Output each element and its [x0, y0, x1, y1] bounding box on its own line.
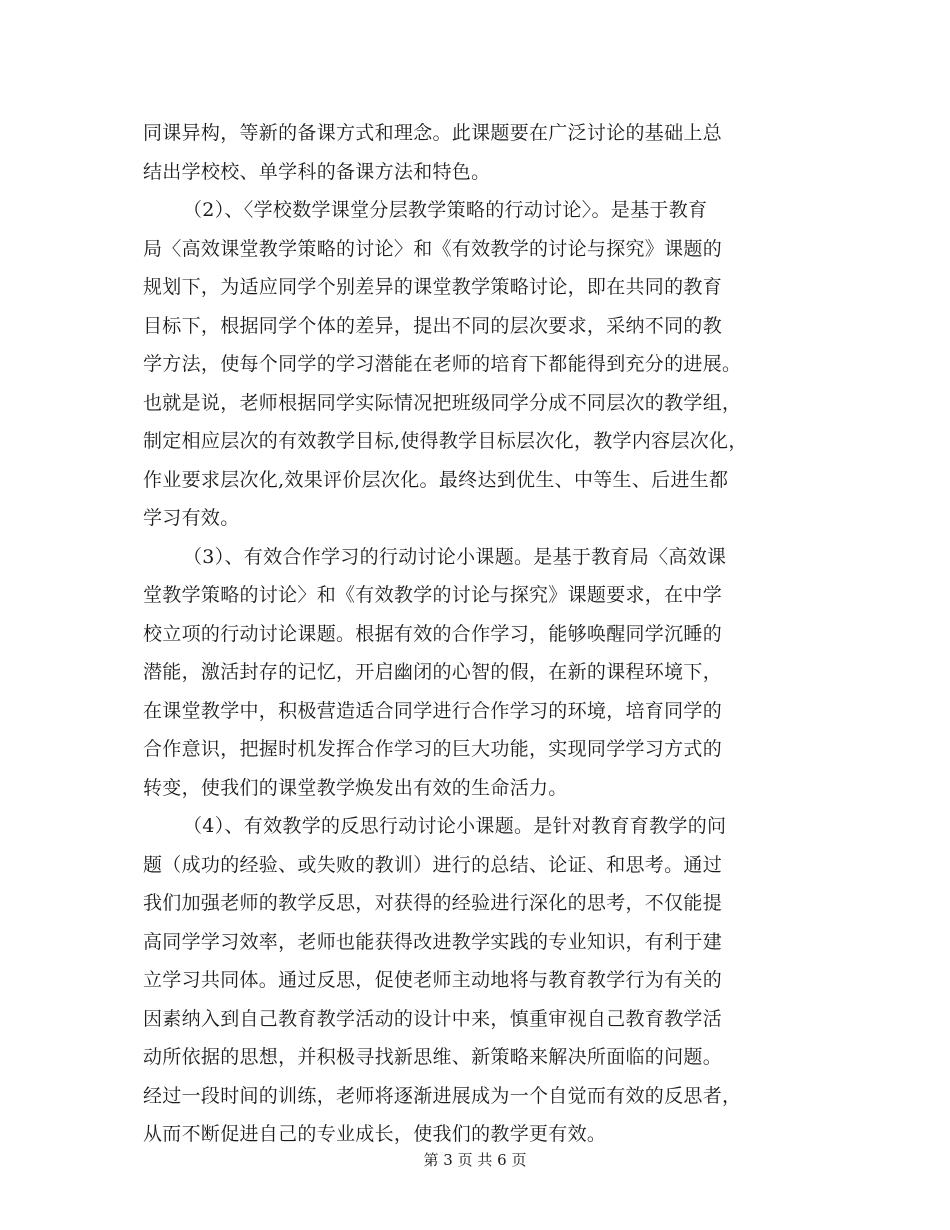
text-line: 潜能，激活封存的记忆，开启幽闭的心智的假，在新的课程环境下， — [143, 661, 723, 683]
text-line: 也就是说，老师根据同学实际情况把班级同学分成不同层次的教学组， — [143, 391, 742, 414]
text-line: 局〈高效课堂教学策略的讨论〉和《有效教学的讨论与探究》课题的 — [143, 237, 723, 260]
text-line: 转变，使我们的课堂教学焕发出有效的生命活力。 — [143, 776, 568, 799]
text-line: 经过一段时间的训练，老师将逐渐进展成为一个自觉而有效的反思者， — [143, 1084, 742, 1107]
text-line: 高同学学习效率，老师也能获得改进教学实践的专业知识，有利于建 — [143, 930, 723, 953]
paragraph-start-line: （2）、〈学校数学课堂分层教学策略的行动讨论〉。是基于教育 — [183, 199, 708, 221]
text-line: 校立项的行动讨论课题。根据有效的合作学习，能够唤醒同学沉睡的 — [143, 622, 723, 645]
paragraph-start-line: （4）、有效教学的反思行动讨论小课题。是针对教育育教学的问 — [183, 815, 727, 837]
text-line: 学方法，使每个同学的学习潜能在老师的培育下都能得到充分的进展。 — [143, 353, 742, 375]
text-line: 动所依据的思想，并积极寻找新思维、新策略来解决所面临的问题。 — [143, 1046, 723, 1068]
text-line: 我们加强老师的教学反思，对获得的经验进行深化的思考，不仅能提 — [143, 892, 723, 914]
page-footer: 第 3 页 共 6 页 — [423, 1151, 527, 1169]
text-line: 立学习共同体。通过反思，促使老师主动地将与教育教学行为有关的 — [143, 969, 723, 991]
text-line: 从而不断促进自己的专业成长，使我们的教学更有效。 — [143, 1123, 607, 1145]
text-line: 同课异构，等新的备课方式和理念。此课题要在广泛讨论的基础上总 — [143, 122, 723, 144]
text-line: 结出学校校、单学科的备课方法和特色。 — [143, 160, 491, 183]
text-line: 堂教学策略的讨论〉和《有效教学的讨论与探究》课题要求，在中学 — [143, 584, 723, 606]
text-line: 在课堂教学中，积极营造适合同学进行合作学习的环境，培育同学的 — [143, 699, 723, 722]
text-line: 题（成功的经验、或失败的教训）进行的总结、论证、和思考。通过 — [143, 853, 723, 876]
text-line: 制定相应层次的有效教学目标,使得教学目标层次化，教学内容层次化， — [143, 430, 748, 452]
document-body — [143, 114, 815, 1154]
text-line: 学习有效。 — [143, 507, 240, 529]
text-line: 合作意识，把握时机发挥合作学习的巨大功能，实现同学学习方式的 — [143, 738, 723, 760]
text-line: 规划下，为适应同学个别差异的课堂教学策略讨论，即在共同的教育 — [143, 276, 723, 298]
text-line: 目标下，根据同学个体的差异，提出不同的层次要求，采纳不同的教 — [143, 314, 723, 337]
text-line: 因素纳入到自己教育教学活动的设计中来，慎重审视自己教育教学活 — [143, 1007, 723, 1030]
text-line: 作业要求层次化,效果评价层次化。最终达到优生、中等生、后进生都 — [143, 468, 729, 491]
paragraph-start-line: （3）、有效合作学习的行动讨论小课题。是基于教育局〈高效课 — [183, 545, 727, 568]
